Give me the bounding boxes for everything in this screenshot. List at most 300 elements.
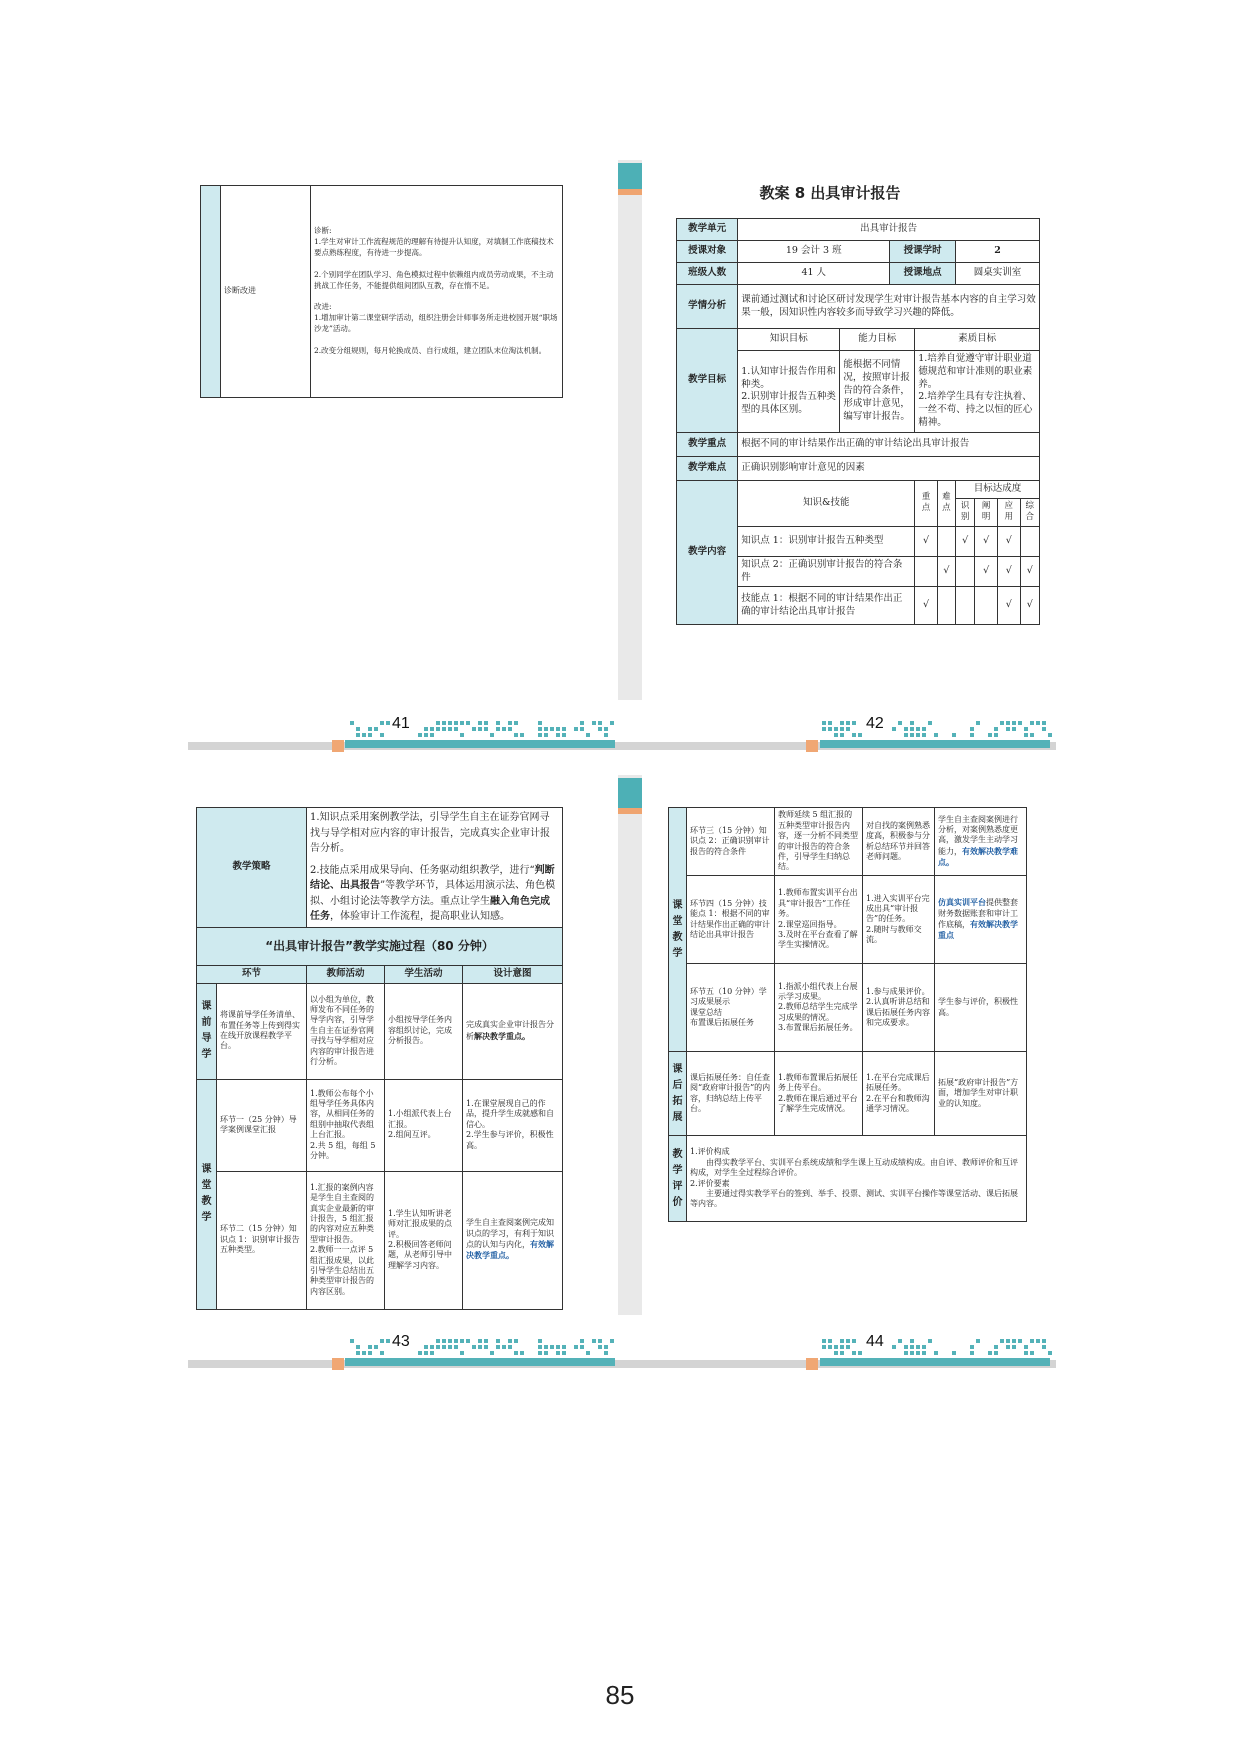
pixel-square bbox=[852, 733, 856, 737]
pixel-square bbox=[538, 1345, 542, 1349]
pixel-square bbox=[988, 733, 992, 737]
pixel-square bbox=[952, 1351, 956, 1355]
s3-student: 对自找的案例熟悉度高，积极参与分析总结环节并回答老师问题。 bbox=[863, 808, 935, 876]
count-value: 41 人 bbox=[738, 263, 890, 285]
pixel-square bbox=[1042, 1339, 1046, 1343]
footer-teal bbox=[820, 1358, 1050, 1366]
lesson-plan-table bbox=[676, 218, 1040, 625]
pixel-square bbox=[922, 727, 926, 731]
pixel-square bbox=[356, 1351, 360, 1355]
pixel-square bbox=[994, 1345, 998, 1349]
pixel-square bbox=[592, 721, 596, 725]
footer-teal bbox=[820, 740, 1050, 748]
pixel-square bbox=[1012, 721, 1016, 725]
pixel-square bbox=[514, 733, 518, 737]
pixel-square bbox=[994, 727, 998, 731]
pixel-square bbox=[1030, 733, 1034, 737]
unit-label: 教学单元 bbox=[677, 219, 738, 241]
post-step: 课后拓展任务：自任查阅“政府审计报告”的内容，归纳总结上传平台。 bbox=[687, 1052, 775, 1136]
pixel-square bbox=[496, 727, 500, 731]
page-42 bbox=[620, 160, 1055, 760]
level-identify: 识别 bbox=[956, 498, 975, 526]
pixel-square bbox=[478, 721, 482, 725]
col-key: 重点 bbox=[915, 480, 938, 526]
goal-head-ability: 能力目标 bbox=[840, 329, 915, 351]
pixel-square bbox=[580, 727, 584, 731]
pixel-square bbox=[934, 1351, 938, 1355]
col-head-student: 学生活动 bbox=[385, 965, 463, 983]
pixel-square bbox=[508, 721, 512, 725]
pixel-square bbox=[840, 1351, 844, 1355]
hours-value: 2 bbox=[956, 241, 1040, 263]
pixel-square bbox=[822, 721, 826, 725]
strategy-label: 教学策略 bbox=[197, 808, 307, 928]
pixel-square bbox=[858, 1351, 862, 1355]
pixel-square bbox=[988, 1351, 992, 1355]
situation-value: 课前通过测试和讨论区研讨发现学生对审计报告基本内容的自主学习效果一般，因知识性内容较多而导致学习兴趣的降低。 bbox=[738, 285, 1040, 329]
diff-value: 正确识别影响审计意见的因素 bbox=[738, 456, 1040, 480]
pixel-square bbox=[970, 733, 974, 737]
goal-ability: 能根据不同情况，按照审计报告的符合条件，形成审计意见，编写审计报告。 bbox=[840, 351, 915, 433]
mark-cell: √ bbox=[975, 556, 998, 587]
goal-head-knowledge: 知识目标 bbox=[738, 329, 840, 351]
col-head-stage: 环节 bbox=[197, 965, 307, 983]
pixel-square bbox=[514, 721, 518, 725]
pixel-square bbox=[604, 1345, 608, 1349]
pixel-square bbox=[1012, 1339, 1016, 1343]
pixel-square bbox=[356, 733, 360, 737]
pixel-square bbox=[424, 727, 428, 731]
pixel-square bbox=[562, 727, 566, 731]
page-number-41: 41 bbox=[392, 715, 410, 732]
pixel-square bbox=[356, 727, 360, 731]
post-teacher: 1.教师布置课后拓展任务上传平台。 2.教师在课后通过平台了解学生完成情况。 bbox=[775, 1052, 863, 1136]
mark-cell: √ bbox=[997, 587, 1020, 625]
goal-knowledge: 1.认知审计报告作用和种类。 2.识别审计报告五种类型的具体区别。 bbox=[738, 351, 840, 433]
skill-head: 知识&技能 bbox=[738, 480, 915, 526]
mark-cell: √ bbox=[1020, 556, 1039, 587]
pixel-square bbox=[846, 1345, 850, 1349]
pixel-square bbox=[610, 721, 614, 725]
pixel-square bbox=[460, 733, 464, 737]
pixel-square bbox=[1024, 1345, 1028, 1349]
target-label: 授课对象 bbox=[677, 241, 738, 263]
pixel-square bbox=[834, 733, 838, 737]
s5-student: 1.参与成果评价。 2.认真听讲总结和课后拓展任务内容和完成要求。 bbox=[863, 964, 935, 1052]
pixel-square bbox=[418, 733, 422, 737]
stage-post: 课后拓展 bbox=[669, 1052, 687, 1136]
mark-cell bbox=[937, 526, 955, 556]
pixel-square bbox=[852, 1339, 856, 1343]
pixel-square bbox=[904, 733, 908, 737]
pixel-square bbox=[484, 1345, 488, 1349]
pixel-square bbox=[562, 1351, 566, 1355]
pixel-square bbox=[520, 1351, 524, 1355]
s3-teacher: 教师延续 5 组汇报的五种类型审计报告内容，逐一分析不同类型的审计报告的符合条件，引导学生归纳总结。 bbox=[775, 808, 863, 876]
situation-label: 学情分析 bbox=[677, 285, 738, 329]
pixel-square bbox=[892, 727, 896, 731]
content-label: 教学内容 bbox=[677, 480, 738, 624]
strategy-2-text: ”等教学环节，具体运用演示法、角色模拟、小组讨论法等教学方法。重点让学生 bbox=[310, 880, 556, 907]
pixel-square bbox=[424, 1351, 428, 1355]
pixel-square bbox=[828, 1345, 832, 1349]
footer-teal bbox=[345, 740, 615, 748]
s4-step: 环节四（15 分钟）技能点 1：根据不同的审计结果作出正确的审计结论出具审计报告 bbox=[687, 876, 775, 964]
pixel-square bbox=[448, 1339, 452, 1343]
pixel-square bbox=[502, 1345, 506, 1349]
strategy-2-text: 2.技能点采用成果导向、任务驱动组织教学，进行“ bbox=[310, 864, 535, 876]
pixel-square bbox=[1030, 1351, 1034, 1355]
pixel-square bbox=[478, 1339, 482, 1343]
pixel-square bbox=[380, 721, 384, 725]
pixel-square bbox=[448, 1345, 452, 1349]
goal-head-quality: 素质目标 bbox=[915, 329, 1040, 351]
pixel-square bbox=[904, 1345, 908, 1349]
key-label: 教学重点 bbox=[677, 432, 738, 456]
pixel-square bbox=[430, 733, 434, 737]
pixel-square bbox=[834, 1351, 838, 1355]
stage-eval: 教学评价 bbox=[669, 1136, 687, 1222]
pixel-square bbox=[1030, 1339, 1034, 1343]
pixel-square bbox=[1024, 1351, 1028, 1355]
footer-orange bbox=[332, 740, 344, 752]
pixel-square bbox=[538, 727, 542, 731]
pixel-square bbox=[598, 1345, 602, 1349]
pixel-square bbox=[514, 1351, 518, 1355]
strategy-table bbox=[196, 807, 563, 1310]
pixel-square bbox=[598, 1339, 602, 1343]
pixel-square bbox=[1018, 1339, 1022, 1343]
intent-highlight: 有效解决教学重点。 bbox=[466, 1239, 554, 1261]
pixel-square bbox=[928, 1339, 932, 1343]
pixel-square bbox=[454, 721, 458, 725]
pixel-square bbox=[916, 727, 920, 731]
pixel-square bbox=[362, 733, 366, 737]
bookmark-top-accent bbox=[618, 189, 642, 195]
pixel-square bbox=[822, 1339, 826, 1343]
document-page-number: 85 bbox=[605, 1680, 635, 1710]
level-apply: 应用 bbox=[997, 498, 1020, 526]
pixel-square bbox=[562, 733, 566, 737]
pixel-square bbox=[556, 727, 560, 731]
pixel-square bbox=[1042, 1345, 1046, 1349]
pixel-square bbox=[840, 733, 844, 737]
pixel-square bbox=[472, 727, 476, 731]
pixel-square bbox=[922, 733, 926, 737]
pixel-square bbox=[436, 1339, 440, 1343]
post-intent: 拓展“政府审计报告”方面，增加学生对审计职业的认知度。 bbox=[935, 1052, 1027, 1136]
pixel-square bbox=[556, 1345, 560, 1349]
pixel-square bbox=[970, 727, 974, 731]
stage-pre: 课前导学 bbox=[197, 983, 217, 1079]
col-head-teacher: 教师活动 bbox=[307, 965, 385, 983]
level-explain: 阐明 bbox=[975, 498, 998, 526]
mark-cell: √ bbox=[956, 526, 975, 556]
pixel-square bbox=[368, 1345, 372, 1349]
pixel-square bbox=[508, 1339, 512, 1343]
intent-text: 学生自主查阅案例进行分析，对案例熟悉度更高，激发学生主动学习能力， bbox=[938, 814, 1018, 856]
pixel-square bbox=[362, 1351, 366, 1355]
stage-class: 课堂教学 bbox=[197, 1079, 217, 1309]
intent-highlight: 仿真实训平台 bbox=[938, 897, 986, 908]
mark-cell: √ bbox=[975, 526, 998, 556]
pixel-square bbox=[994, 1351, 998, 1355]
pixel-square bbox=[430, 1345, 434, 1349]
pixel-square bbox=[544, 1345, 548, 1349]
pixel-square bbox=[460, 1339, 464, 1343]
strategy-2 bbox=[310, 863, 559, 925]
pixel-square bbox=[448, 727, 452, 731]
pixel-square bbox=[496, 1339, 500, 1343]
goal-quality: 1.培养自觉遵守审计职业道德规范和审计准则的职业素养。 2.培养学生具有专注执着、一丝不苟、持之以恒的匠心精神。 bbox=[915, 351, 1040, 433]
footer-teal bbox=[345, 1358, 615, 1366]
page-number-42: 42 bbox=[866, 715, 884, 732]
pixel-square bbox=[846, 721, 850, 725]
s2-teacher: 1.汇报的案例内容是学生自主查阅的真实企业最新的审计报告，5 组汇报的内容对应五种类型审计报告。 2.教师一一点评 5 组汇报成果，以此引导学生总结出五种类型审计报告的内容区别。 bbox=[307, 1171, 385, 1309]
pixel-square bbox=[490, 733, 494, 737]
goal-label: 教学目标 bbox=[677, 329, 738, 433]
strategy-content bbox=[307, 808, 563, 928]
intent-highlight: 有效解决教学重点 bbox=[938, 919, 1018, 941]
strategy-2-highlight: 融入角色完成任务 bbox=[310, 895, 550, 922]
s1-intent: 1.在课堂展现自己的作品，提升学生成就感和自信心。 2.学生参与评价，积极性高。 bbox=[463, 1079, 563, 1171]
mark-cell: √ bbox=[937, 556, 955, 587]
pixel-square bbox=[386, 721, 390, 725]
pixel-square bbox=[834, 1345, 838, 1349]
pixel-square bbox=[380, 1351, 384, 1355]
mark-cell bbox=[915, 556, 938, 587]
pixel-square bbox=[544, 1351, 548, 1355]
pixel-square bbox=[1048, 1351, 1052, 1355]
pixel-square bbox=[538, 733, 542, 737]
pixel-square bbox=[448, 721, 452, 725]
pixel-square bbox=[442, 1339, 446, 1343]
place-value: 圆桌实训室 bbox=[956, 263, 1040, 285]
content-row-text: 知识点 1：识别审计报告五种类型 bbox=[738, 526, 915, 556]
s1-step: 环节一（25 分钟）导学案例课堂汇报 bbox=[217, 1079, 307, 1171]
pixel-square bbox=[460, 1351, 464, 1355]
pixel-square bbox=[556, 1351, 560, 1355]
bookmark-bottom bbox=[618, 778, 642, 808]
spine-bottom bbox=[618, 775, 642, 1315]
page-43 bbox=[188, 775, 618, 1365]
pixel-square bbox=[538, 721, 542, 725]
pixel-square bbox=[976, 721, 980, 725]
intent-highlight: 解决教学重点。 bbox=[474, 1030, 530, 1041]
target-value: 19 会计 3 班 bbox=[738, 241, 890, 263]
pre-teacher: 以小组为单位，教师发布不同任务的导学内容，引导学生自主在证券官网寻找与导学相对应内容的审计报告进行分析。 bbox=[307, 983, 385, 1079]
pixel-square bbox=[994, 733, 998, 737]
mark-cell bbox=[956, 587, 975, 625]
mark-cell bbox=[975, 587, 998, 625]
pixel-square bbox=[828, 727, 832, 731]
pixel-square bbox=[910, 1339, 914, 1343]
pixel-square bbox=[368, 727, 372, 731]
pixel-square bbox=[350, 721, 354, 725]
pixel-square bbox=[454, 1345, 458, 1349]
mark-cell bbox=[1020, 526, 1039, 556]
pixel-square bbox=[386, 1339, 390, 1343]
pixel-square bbox=[380, 733, 384, 737]
bookmark-top bbox=[618, 163, 642, 189]
col-head-intent: 设计意图 bbox=[463, 965, 563, 983]
mark-cell: √ bbox=[915, 526, 938, 556]
pixel-square bbox=[892, 1345, 896, 1349]
s1-student: 1.小组派代表上台汇报。 2.组间互评。 bbox=[385, 1079, 463, 1171]
pixel-square bbox=[934, 733, 938, 737]
diff-label: 教学难点 bbox=[677, 456, 738, 480]
pixel-square bbox=[598, 727, 602, 731]
s3-step: 环节三（15 分钟）知识点 2：正确识别审计报告的符合条件 bbox=[687, 808, 775, 876]
pixel-square bbox=[424, 1345, 428, 1349]
count-label: 班级人数 bbox=[677, 263, 738, 285]
place-label: 授课地点 bbox=[890, 263, 956, 285]
level-head: 目标达成度 bbox=[956, 480, 1040, 498]
pixel-square bbox=[610, 1339, 614, 1343]
hours-label: 授课学时 bbox=[890, 241, 956, 263]
pixel-square bbox=[484, 727, 488, 731]
page-number-44: 44 bbox=[866, 1333, 884, 1350]
stage-class: 课堂教学 bbox=[669, 808, 687, 1052]
pixel-square bbox=[852, 1351, 856, 1355]
pixel-square bbox=[436, 1345, 440, 1349]
pixel-square bbox=[910, 721, 914, 725]
pixel-square bbox=[586, 1351, 590, 1355]
pixel-square bbox=[910, 1351, 914, 1355]
intent-text: 学生自主查阅案例完成知识点的学习，有利于知识点的认知与内化， bbox=[466, 1218, 554, 1249]
strategy-1: 1.知识点采用案例教学法，引导学生自主在证券官网寻找与导学相对应内容的审计报告，完成真实企业审计报告分析。 bbox=[310, 812, 550, 854]
pre-student: 小组按导学任务内容组织讨论，完成分析报告。 bbox=[385, 983, 463, 1079]
pixel-square bbox=[574, 727, 578, 731]
intent-highlight: 有效解决教学难点。 bbox=[938, 845, 1018, 868]
pixel-square bbox=[1024, 733, 1028, 737]
pixel-square bbox=[538, 1351, 542, 1355]
pixel-square bbox=[822, 727, 826, 731]
pixel-square bbox=[430, 727, 434, 731]
col-diff: 难点 bbox=[937, 480, 955, 526]
pixel-square bbox=[1024, 727, 1028, 731]
pixel-square bbox=[970, 1351, 974, 1355]
pixel-square bbox=[1006, 1339, 1010, 1343]
unit-value: 出具审计报告 bbox=[738, 219, 1040, 241]
pixel-square bbox=[538, 1339, 542, 1343]
s4-teacher: 1.教师布置实训平台出具“审计报告”工作任务。 2.课堂巡回指导。 3.及时在平台查看了解学生实操情况。 bbox=[775, 876, 863, 964]
pixel-square bbox=[822, 1345, 826, 1349]
pixel-square bbox=[496, 1345, 500, 1349]
pixel-square bbox=[928, 721, 932, 725]
key-value: 根据不同的审计结果作出正确的审计结论出具审计报告 bbox=[738, 432, 1040, 456]
s4-student: 1.进入实训平台完成出具“审计报告”的任务。 2.随时与教师交流。 bbox=[863, 876, 935, 964]
process-table-continued bbox=[668, 807, 1027, 1222]
pixel-square bbox=[550, 727, 554, 731]
s5-step: 环节五（10 分钟）学习成果展示 课堂总结 布置课后拓展任务 bbox=[687, 964, 775, 1052]
pixel-square bbox=[846, 1339, 850, 1343]
pixel-square bbox=[454, 727, 458, 731]
diagnosis-label: 诊断改进 bbox=[221, 186, 311, 398]
post-student: 1.在平台完成课后拓展任务。 2.在平台和教师沟通学习情况。 bbox=[863, 1052, 935, 1136]
pixel-square bbox=[952, 733, 956, 737]
strategy-2-highlight: 判断结论、出具报告 bbox=[310, 864, 555, 891]
pixel-square bbox=[858, 733, 862, 737]
mark-cell: √ bbox=[915, 587, 938, 625]
pixel-square bbox=[380, 1339, 384, 1343]
pixel-square bbox=[502, 727, 506, 731]
pixel-square bbox=[466, 721, 470, 725]
strategy-2-text: ，体验审计工作流程，提高职业认知感。 bbox=[330, 911, 510, 922]
content-row-text: 技能点 1：根据不同的审计结果作出正确的审计结论出具审计报告 bbox=[738, 587, 915, 625]
pixel-square bbox=[904, 727, 908, 731]
pixel-square bbox=[466, 1339, 470, 1343]
pixel-square bbox=[508, 727, 512, 731]
pixel-square bbox=[846, 727, 850, 731]
pixel-square bbox=[496, 721, 500, 725]
pixel-square bbox=[580, 721, 584, 725]
process-title: “出具审计报告”教学实施过程（80 分钟） bbox=[197, 927, 563, 965]
pixel-square bbox=[922, 1345, 926, 1349]
pixel-square bbox=[910, 733, 914, 737]
pixel-square bbox=[586, 733, 590, 737]
pixel-square bbox=[1000, 721, 1004, 725]
pixel-square bbox=[1000, 1339, 1004, 1343]
diagnosis-table bbox=[200, 185, 563, 398]
spine-top bbox=[618, 160, 642, 700]
pixel-square bbox=[976, 1339, 980, 1343]
pixel-square bbox=[490, 1351, 494, 1355]
pixel-square bbox=[574, 1345, 578, 1349]
pixel-square bbox=[454, 1339, 458, 1343]
pixel-square bbox=[1006, 1345, 1010, 1349]
pixel-square bbox=[556, 733, 560, 737]
bookmark-bottom-accent bbox=[618, 808, 642, 814]
pixel-square bbox=[898, 721, 902, 725]
footer-orange bbox=[806, 740, 818, 752]
page-number-43: 43 bbox=[392, 1333, 410, 1350]
pre-step: 将课前导学任务清单、布置任务等上传到得实在线开放课程教学平台。 bbox=[217, 983, 307, 1079]
pixel-square bbox=[1012, 727, 1016, 731]
pixel-square bbox=[520, 733, 524, 737]
mark-cell: √ bbox=[1020, 587, 1039, 625]
page-44 bbox=[620, 775, 1055, 1365]
page-41 bbox=[188, 160, 618, 760]
pixel-square bbox=[442, 727, 446, 731]
pixel-square bbox=[484, 1339, 488, 1343]
pixel-square bbox=[508, 1345, 512, 1349]
s1-teacher: 1.教师公布每个小组导学任务具体内容，从相同任务的组别中抽取代表组上台汇报。 2.共 5 组，每组 5 分钟。 bbox=[307, 1079, 385, 1171]
pixel-square bbox=[424, 733, 428, 737]
pre-intent bbox=[463, 983, 563, 1079]
pixel-square bbox=[592, 1339, 596, 1343]
pixel-square bbox=[368, 733, 372, 737]
pixel-square bbox=[1012, 1345, 1016, 1349]
mark-cell: √ bbox=[997, 526, 1020, 556]
pixel-square bbox=[852, 721, 856, 725]
s5-intent: 学生参与评价，积极性高。 bbox=[935, 964, 1027, 1052]
pixel-square bbox=[840, 721, 844, 725]
pixel-square bbox=[484, 721, 488, 725]
pixel-square bbox=[514, 1339, 518, 1343]
pixel-square bbox=[562, 1345, 566, 1349]
pixel-square bbox=[970, 1345, 974, 1349]
pixel-square bbox=[598, 721, 602, 725]
content-row-text: 知识点 2：正确识别审计报告的符合条件 bbox=[738, 556, 915, 587]
pixel-square bbox=[350, 1339, 354, 1343]
pixel-square bbox=[418, 1351, 422, 1355]
pixel-square bbox=[374, 1345, 378, 1349]
pixel-square bbox=[828, 1339, 832, 1343]
footer-orange bbox=[806, 1358, 818, 1370]
pixel-square bbox=[460, 721, 464, 725]
pixel-square bbox=[544, 727, 548, 731]
